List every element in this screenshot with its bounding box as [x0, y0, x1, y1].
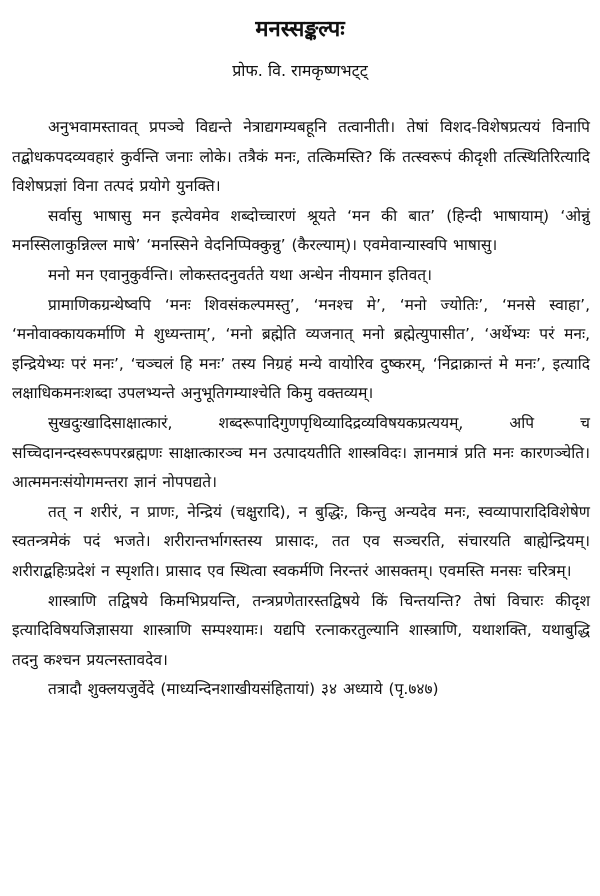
article-body [12, 113, 590, 705]
paragraph: मनो मन एवानुकुर्वन्ति। लोकस्तदनुवर्तते यथा अन्धेन नीयमान इतिवत्। [48, 265, 432, 284]
paragraph: तत्रादौ शुक्लयजुर्वेदे (माध्यन्दिनशाखीयसंहितायां) ३४ अध्याये (पृ.७४७) [48, 680, 439, 699]
paragraph: शास्त्राणि तद्विषये किमभिप्रयन्ति, तन्त्रप्रणेतारस्तद्विषये किं चिन्तयन्ति? तेषां विचारः कीदृश इत्यादिविषयजिज्ञासया शास्त्राणि सम्पश्यामः। यद्यपि रत्नाकरतुल्यानि शास्त्राणि, यथाशक्ति, यथाबुद्धि तदनु कश्चन प्रयत्नस्तावदेव। [12, 591, 590, 669]
paragraph: प्रामाणिकग्रन्थेष्वपि ‘मनः शिवसंकल्पमस्तु’, ‘मनश्च मे’, ‘मनो ज्योतिः’, ‘मनसे स्वाहा’, ‘मनोवाक्कायकर्माणि मे शुध्यन्ताम्’, ‘मनो ब्रह्मेति व्यजनात् मनो ब्रह्मेत्युपासीत’, ‘अर्थेभ्यः परं मनः, इन्द्रियेभ्यः परं मनः’, ‘चञ्चलं हि मनः’ तस्य निग्रहं मन्ये वायोरिव दुष्करम्, ‘निद्राक्रान्तं मे मनः’, इत्यादि लक्षाधिकमनःशब्दा उपलभ्यन्ते अनुभूतिगम्याश्चेति किमु वक्तव्यम्। [12, 295, 590, 403]
author-line: प्रोफ. वि. रामकृष्णभट्ट् [232, 61, 368, 80]
paragraph: तत् न शरीरं, न प्राणः, नेन्द्रियं (चक्षुरादि), न बुद्धिः, किन्तु अन्यदेव मनः, स्वव्यापारादिविशेषेण स्वतन्त्रमेकं पदं भजते। शरीरान्तर्भागस्तस्य प्रासादः, तत एव सञ्चरति, संचारयति बाह्येन्द्रियम्। शरीराद्बहिःप्रदेशं न स्पृशति। प्रासाद एव स्थित्वा स्वकर्मणि निरन्तरं आसक्तम्। एवमस्ति मनसः चरित्रम्। [12, 502, 590, 580]
paragraph: सुखदुःखादिसाक्षात्कारं, शब्दरूपादिगुणपृथिव्यादिद्रव्यविषयकप्रत्ययम्, अपि च सच्चिदानन्दस्वरूपपरब्रह्मणः साक्षात्कारञ्च मन उत्पादयतीति शास्त्रविदः। ज्ञानमात्रं प्रति मनः कारणञ्चेति। आत्ममनःसंयोगमन्तरा ज्ञानं नोपपद्यते। [12, 413, 590, 492]
paragraph: सर्वासु भाषासु मन इत्येवमेव शब्दोच्चारणं श्रूयते ‘मन की बात’ (हिन्दी भाषायाम्) ‘ओन्नुं मनस्सिलाकुन्निल्ल माषे’ ‘मनस्सिने वेदनिप्पिक्कुन्नु’ (कैरल्याम्)। एवमेवान्यास्वपि भाषासु। [12, 206, 590, 255]
article-title: मनस्सङ्कल्पः [255, 17, 345, 42]
paragraph: अनुभवामस्तावत् प्रपञ्चे विद्यन्ते नेत्राद्यगम्यबहूनि तत्वानीती। तेषां विशद-विशेषप्रत्ययं विनापि तद्बोधकपदव्यवहारं कुर्वन्ति जनाः लोके। तत्रैकं मनः, तत्किमस्ति? किं तत्स्वरूपं कीदृशी तत्स्थितिरित्यादि विशेषप्रज्ञां विना तत्पदं प्रयोगे युनक्ति। [12, 118, 590, 196]
